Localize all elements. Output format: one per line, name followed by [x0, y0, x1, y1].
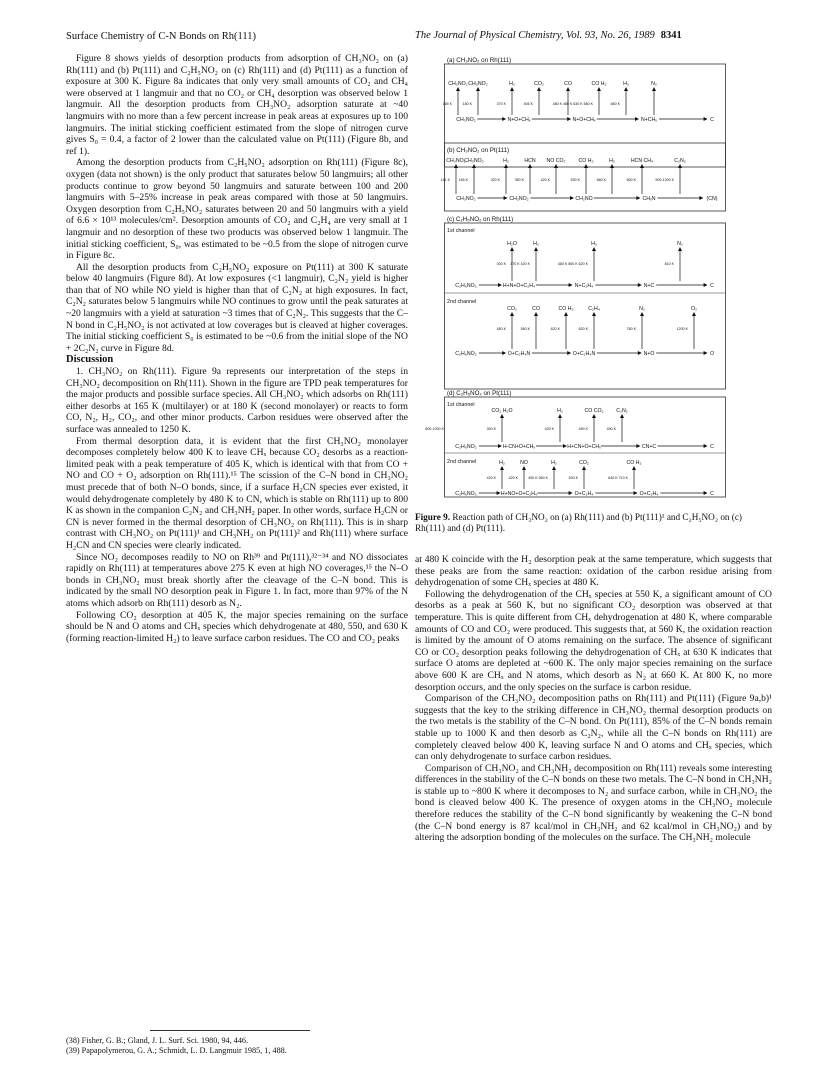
panel-title: (b) CH₃NO₂ on Pt(111) [447, 147, 510, 154]
surface-species: O+C₂H₄N [507, 351, 531, 357]
surface-species: H+NO+O+C₂H₄ [500, 491, 538, 497]
path-arrowhead [502, 117, 506, 121]
paragraph: Among the desorption products from C₂H₅NO₂ adsorption on Rh(111) (Figure 8c), oxygen (data not shown) is the only product that saturates below 50 langmuirs; all other products continue to grow beyond 50 langmuirs and saturate between 100 and 200 langmuirs with 5–25% increase in peak areas compared with those at 50 langmuirs. Oxygen desorption from C₂H₅NO₂ saturates between 20 and 50 langmuirs with a yield of 6.6 × 10¹³ molecules/cm². Desorption amounts of CO₂ and C₂H₄ are very small at 1 langmuir and no desorption of these two products was observed below 1 langmuir. The initial sticking coefficient, S₀, was estimated to be ~0.5 from the slope of nitrogen curve in Figure 8c. [66, 157, 408, 262]
temperature-label: 1200 K [676, 327, 688, 331]
paragraph: Comparison of the CH₃NO₂ decomposition paths on Rh(111) and Pt(111) (Figure 9a,b)¹ suggests that the key to the striking difference in CH₃NO₂ thermal desorption products on the two metals is the stability of the C–N bond. On Pt(111), 85% of the C–N bonds remain stable up to 1000 K and then desorb as C₂N₂, while all the C–N bonds on Rh(111) are completely cleaved below 400 K, leaving surface N and O atoms and CHₓ species, which can only dehydrogenate to surface carbon residues. [415, 693, 772, 763]
temperature-label: 480 K 560 K 620 K [557, 262, 588, 266]
panel-title: (a) CH₃NO₂ on Rh(111) [447, 57, 512, 64]
product-label: O₂ [690, 306, 698, 312]
surface-species: (CN) [706, 196, 718, 202]
paragraph: From thermal desorption data, it is evident that the first CH₃NO₂ monolayer decomposes completely below 400 K to leave CHₓ because CO₂ desorbs as a reaction-limited peak with a peak temperature of 405 K, which is identical with that from CO + NO and CO + O₂ adsorption on Rh(111).¹⁵ The scission of the C–N bond in CH₃NO₂ must precede that of both N–O bonds, since, if a surface H₂CN species ever existed, it would dehydrogenate completely by 480 K to CN, which is stable on Rh(111) up to 800 K as shown in the companion C₂N₂ and CH₃NH₂ paper. In other words, surface H₂CN or CN is never formed in the thermal desorption of CH₃NO₂ on Rh(111). This is in sharp contrast with CH₃NO₂ on Pt(111)¹ and CH₃NH₂ on Pt(111)² and Rh(111) where surface H₂CN and CN species were clearly indicated. [66, 435, 408, 551]
temperature-label: 490 K [578, 427, 588, 431]
desorption-arrowhead [504, 164, 508, 168]
reference: (39) Papapolymerou, G. A.; Schmidt, L. D. Langmuir 1985, 1, 488. [66, 1046, 287, 1055]
temperature-label: 300 K [486, 427, 496, 431]
surface-species: O+C₂H₄ [574, 491, 594, 497]
product-label: H₂ [609, 158, 615, 164]
surface-species: O+C₂H₄N [572, 351, 596, 357]
path-arrowhead [638, 283, 642, 287]
surface-species: C [710, 117, 714, 123]
desorption-arrowhead [564, 312, 568, 316]
paragraph: Figure 8 shows yields of desorption products from adsorption of CH₃NO₂ on (a) Rh(111) and (b) Pt(111) and C₂H₅NO₂ on (c) Rh(111) and (d) Pt(111) as a function of exposure at 300 K. Figure 8a indicates that only very small amounts of CO₂ and CH₄ were observed at 1 langmuir and that no CO₂ or CH₄ desorption was observed below 1 langmuir. All the desorption products from CH₃NO₂ adsorption saturate at ~40 langmuirs with no more than a few percent increase in peak areas at exposures up to 100 langmuirs. The initial sticking coefficient estimated from the slope of nitrogen curve gives S₀ = 0.4, a factor of 2 lower than the calculated value on Pt(111) (Figure 8b, and ref 1). [66, 53, 408, 157]
desorption-arrowhead [554, 164, 558, 168]
desorption-arrowhead [592, 247, 596, 251]
desorption-arrowhead [640, 312, 644, 316]
product-label: CO₂ [579, 460, 589, 466]
temperature-label: 405 K [523, 102, 533, 106]
desorption-arrowhead [632, 466, 636, 470]
product-label: H₂ [503, 158, 509, 164]
references [66, 1036, 408, 1056]
product-label: NO [520, 460, 528, 466]
path-arrowhead [704, 351, 708, 355]
temperature-label: 420 K [544, 427, 554, 431]
product-label: HCN CH₄ [630, 158, 654, 164]
desorption-arrowhead [584, 164, 588, 168]
product-label: CH₃NO₂ [446, 158, 466, 164]
product-label: N₂ [677, 241, 683, 247]
surface-species: C₂H₅NO₂ [455, 283, 477, 289]
desorption-arrowhead [552, 466, 556, 470]
desorption-arrowhead [500, 466, 504, 470]
path-arrowhead [704, 283, 708, 287]
temperature-label: 530 K [570, 178, 580, 182]
surface-species: C [710, 283, 714, 289]
desorption-arrowhead [537, 87, 541, 91]
product-label: CO [532, 306, 540, 312]
product-label: CH₃NO₂ [468, 81, 488, 87]
desorption-arrowhead [652, 87, 656, 91]
product-label: C₂N₂ [674, 158, 686, 164]
product-label: N₂ [651, 81, 657, 87]
desorption-arrowhead [522, 466, 526, 470]
temperature-label: 300 K [496, 262, 506, 266]
surface-species: H+CN+O+CHₓ [567, 444, 601, 450]
desorption-arrowhead [597, 87, 601, 91]
path-arrowhead [569, 283, 573, 287]
product-label: CO₂ [507, 306, 517, 312]
surface-species: N+O+CHₓ [507, 117, 531, 123]
paragraph: Since NO₂ decomposes readily to NO on Rh³⁹ and Pt(111),³²⁻³⁴ and NO dissociates rapidly on Rh(111) at temperatures above 275 K even at high NO coverages,¹⁵ the N–O bonds in CH₃NO₂ must break shortly after the cleavage of the C–N bond. This is indicated by the small NO desorption peak in Figure 1. In fact, more than 97% of the N atoms which adsorb on Rh(111) desorb as N₂. [66, 551, 408, 609]
surface-species: N+C [643, 283, 655, 289]
temperature-label: 165 K [442, 102, 452, 106]
temperature-label: 800-1000 K [425, 427, 444, 431]
channel-label: 2nd channel [447, 459, 477, 465]
figure-9 [425, 55, 726, 502]
temperature-label: 165 K [458, 178, 468, 182]
temperature-label: 490 K [606, 427, 616, 431]
temperature-label: 530 K [568, 476, 578, 480]
desorption-arrowhead [454, 164, 458, 168]
paragraph: All the desorption products from C₂H₅NO₂ exposure on Pt(111) at 300 K saturate below 40 langmuirs (Figure 8d). At low exposures (<1 langmuir), C₂N₂ yield is higher than that of NO while NO yield is higher than that of C₂N₂ at high exposures. In fact, C₂N₂ saturates below 5 langmuirs while NO continues to grow until the peak saturates at ~20 langmuirs with a yield at saturation ~3 times that of C₂N₂. This suggests that the C–N bond in C₂H₅NO₂ is not activated at low coverages but is cleaved at higher coverages. The initial sticking coefficient S₀ is estimated to be ~0.6 from the initial slope of the NO + 2C₂N₂ curve in Figure 8d. [66, 261, 408, 354]
surface-species: O+C₂H₄ [639, 491, 659, 497]
surface-species: CN+C [641, 444, 657, 450]
footnote-rule [150, 1030, 310, 1031]
product-label: CH₃NO₂ [464, 158, 484, 164]
temperature-label: 141 K [440, 178, 450, 182]
reference: (38) Fisher, G. B.; Gland, J. L. Surf. Sci. 1980, 94, 446. [66, 1036, 249, 1045]
right-column [415, 554, 772, 844]
product-label: C₂H₄ [588, 306, 600, 312]
surface-species: C [710, 444, 714, 450]
caption-text: Reaction path of CH₃NO₂ on (a) Rh(111) and (b) Pt(111)¹ and C₂H₅NO₂ on (c) Rh(111) and (d) Pt(111). [415, 512, 742, 533]
path-arrowhead [704, 444, 708, 448]
temperature-label: 480 K [552, 102, 562, 106]
section-heading: Discussion [66, 354, 114, 366]
path-arrowhead [635, 117, 639, 121]
surface-species: N+O [643, 351, 655, 357]
temperature-label: 370 K 420 K [510, 262, 530, 266]
desorption-arrowhead [620, 414, 624, 418]
path-arrowhead [636, 444, 640, 448]
paragraph: 1. CH₃NO₂ on Rh(111). Figure 9a represents our interpretation of the steps in CH₃NO₂ decomposition on Rh(111). Shown in the figure are TPD peak temperatures for the major products and possible surface species. All CH₃NO₂ which adsorbs on Rh(111) either desorbs at 165 K (multilayer) or at 180 K (second monolayer) or reacts to form CO, N₂, H₂, CO₂, and other minor products. Carbon residues were observed after the surface was annealed to 1250 K. [66, 366, 408, 435]
temperature-label: 180 K [462, 102, 472, 106]
temperature-label: 480 K 630 K 560 K [562, 102, 593, 106]
product-label: CO H₂ [558, 306, 574, 312]
desorption-arrowhead [510, 312, 514, 316]
product-label: CO H₂ [626, 460, 642, 466]
product-label: H₂ [557, 408, 563, 414]
product-label: N₂ [639, 306, 645, 312]
product-label: CO₂ H₂O [491, 408, 513, 414]
desorption-arrowhead [558, 414, 562, 418]
path-arrowhead [569, 491, 573, 495]
path-arrowhead [636, 196, 640, 200]
surface-species: CH₃NO₂ [456, 117, 476, 123]
path-arrowhead [504, 196, 508, 200]
path-arrowhead [502, 351, 506, 355]
panel-title: (c) C₂H₅NO₂ on Rh(111) [447, 216, 514, 223]
temperature-label: 370 K [496, 102, 506, 106]
product-label: CO H₂ [591, 81, 607, 87]
product-label: CH₃NO₂ [448, 81, 468, 87]
temperature-label: 900-1200 K [655, 178, 674, 182]
temperature-label: 800 K [626, 178, 636, 182]
surface-species: O [709, 351, 715, 357]
surface-species: C₂H₅NO₂ [455, 351, 477, 357]
desorption-arrowhead [472, 164, 476, 168]
temperature-label: 490 K 560 K [528, 476, 548, 480]
desorption-arrowhead [610, 164, 614, 168]
desorption-arrowhead [640, 164, 644, 168]
surface-species: C₂H₅NO₂ [455, 444, 477, 450]
surface-species: C [710, 491, 714, 497]
product-label: CO₂ [534, 81, 544, 87]
path-arrowhead [699, 196, 703, 200]
surface-species: CH₂NO₂ [509, 196, 529, 202]
product-label: H₂ [533, 241, 539, 247]
paragraph: Following CO₂ desorption at 405 K, the major species remaining on the surface should be N and O atoms and CHₓ species which dehydrogenate at 480, 550, and 630 K (forming reaction-limited H₂) to leave surface carbon residues. The CO and CO₂ peaks [66, 609, 408, 644]
path-arrowhead [704, 491, 708, 495]
figure-caption [415, 512, 772, 534]
channel-label: 2nd channel [447, 299, 477, 305]
product-label: HCN [524, 158, 536, 164]
desorption-arrowhead [456, 87, 460, 91]
paragraph: Comparison of CH₃NO₂ and CH₃NH₂ decomposition on Rh(111) reveals some interesting differences in the stability of the C–N bonds on these two metals. The C–N bond in CH₃NH₂ is stable up to ~800 K where it decomposes to N₂ and surface carbon, while in CH₃NO₂ the bond is cleaved below 400 K. The presence of oxygen atoms in the CH₃NO₂ molecule therefore reduces the stability of the C–N bond significantly by weakening the C–N bond (the C–N bond energy is 87 kcal/mol in CH₃NH₂ and 62 kcal/mol in CH₃NO₂) and by altering the adsorption bonding of the molecules on the surface. The CH₃NH₂ molecule [415, 762, 772, 844]
surface-species: CH₃NO₂ [456, 196, 476, 202]
product-label: H₂ [623, 81, 629, 87]
surface-species: N+CHₓ [641, 117, 657, 123]
temperature-label: 640 K 710 K [608, 476, 628, 480]
desorption-arrowhead [678, 164, 682, 168]
desorption-arrowhead [624, 87, 628, 91]
desorption-arrowhead [528, 164, 532, 168]
product-label: CO H₂ [578, 158, 594, 164]
surface-species: N+C₂H₄ [574, 283, 594, 289]
surface-species: H+N+O+C₂H₄ [502, 283, 536, 289]
panel-frame [445, 223, 726, 389]
path-arrowhead [498, 444, 502, 448]
temperature-label: 620 K [578, 327, 588, 331]
surface-species: H-CN+O+CHₓ [502, 444, 536, 450]
channel-label: 1st channel [447, 228, 475, 234]
desorption-arrowhead [476, 87, 480, 91]
desorption-arrowhead [566, 87, 570, 91]
temperature-label: 480 K [496, 327, 506, 331]
product-label: CO CO₂ [584, 408, 604, 414]
desorption-arrowhead [510, 247, 514, 251]
desorption-arrowhead [510, 87, 514, 91]
product-label: H₂ [551, 460, 557, 466]
path-arrowhead [498, 283, 502, 287]
panel-title: (d) C₂H₅NO₂ on Pt(111) [447, 390, 512, 397]
paragraph: at 480 K coincide with the H₂ desorption peak at the same temperature, which suggests that these peaks are from the same reaction: oxidation of the carbon residue arising from dehydrogenation of some CHₓ species at 480 K. [415, 554, 772, 589]
path-arrowhead [634, 491, 638, 495]
temperature-label: 620 K [550, 327, 560, 331]
desorption-arrowhead [534, 312, 538, 316]
desorption-arrowhead [500, 414, 504, 418]
temperature-label: 420 K [508, 476, 518, 480]
product-label: H₂O [507, 241, 517, 247]
surface-species: CHₓN [642, 196, 656, 202]
page-number: 8341 [660, 30, 682, 41]
temperature-label: 760 K [626, 327, 636, 331]
path-arrowhead [570, 196, 574, 200]
temperature-label: 320 K [490, 178, 500, 182]
path-arrowhead [638, 351, 642, 355]
surface-species: N+O+CHₓ [572, 117, 596, 123]
desorption-arrowhead [678, 247, 682, 251]
temperature-label: 660 K [596, 178, 606, 182]
desorption-arrowhead [534, 247, 538, 251]
paragraph: Following the dehydrogenation of the CHₓ species at 550 K, a significant amount of CO desorbs as a peak at 560 K, but no significant CO₂ desorption was observed at that temperature. This is quite different from CHₓ dehydrogenation at 480 K, where comparable amounts of CO and CO₂ were produced. This suggests that, at 560 K, the oxidation reaction is limited by the amount of O atoms remaining on the surface. The absence of significant CO or CO₂ desorption peaks following the dehydrogenation of CHₓ at 630 K indicates that surface O atoms are depleted at ~600 K. The only major species remaining on the surface above 600 K are CHₓ and N atoms, which desorb as N₂ at 660 K. At 800 K, no more desorption occurs, and the only species on the surface is carbon residue. [415, 588, 772, 693]
caption-label: Figure 9. [415, 512, 451, 522]
channel-label: 1st channel [447, 402, 475, 408]
desorption-arrowhead [692, 312, 696, 316]
path-arrowhead [567, 351, 571, 355]
desorption-arrowhead [582, 466, 586, 470]
reaction-path-diagram [425, 55, 726, 502]
running-header-right [415, 30, 772, 41]
temperature-label: 660 K [610, 102, 620, 106]
temperature-label: 350 K [514, 178, 524, 182]
product-label: CO [564, 81, 572, 87]
temperature-label: 560 K [520, 327, 530, 331]
product-label: NO CO₂ [546, 158, 566, 164]
product-label: H₂ [509, 81, 515, 87]
temperature-label: 810 K [664, 262, 674, 266]
surface-species: CH₂NO [575, 196, 593, 202]
path-arrowhead [704, 117, 708, 121]
product-label: C₂N₂ [616, 408, 628, 414]
desorption-arrowhead [592, 414, 596, 418]
product-label: H₂ [499, 460, 505, 466]
running-header-left: Surface Chemistry of C-N Bonds on Rh(111) [66, 31, 256, 42]
path-arrowhead [567, 117, 571, 121]
desorption-arrowhead [592, 312, 596, 316]
left-column [66, 53, 408, 644]
journal-citation: The Journal of Physical Chemistry, Vol. 93, No. 26, 1989 [415, 30, 655, 41]
temperature-label: 420 K [486, 476, 496, 480]
product-label: H₂ [591, 241, 597, 247]
surface-species: C₂H₅NO₂ [455, 491, 477, 497]
temperature-label: 420 K [540, 178, 550, 182]
